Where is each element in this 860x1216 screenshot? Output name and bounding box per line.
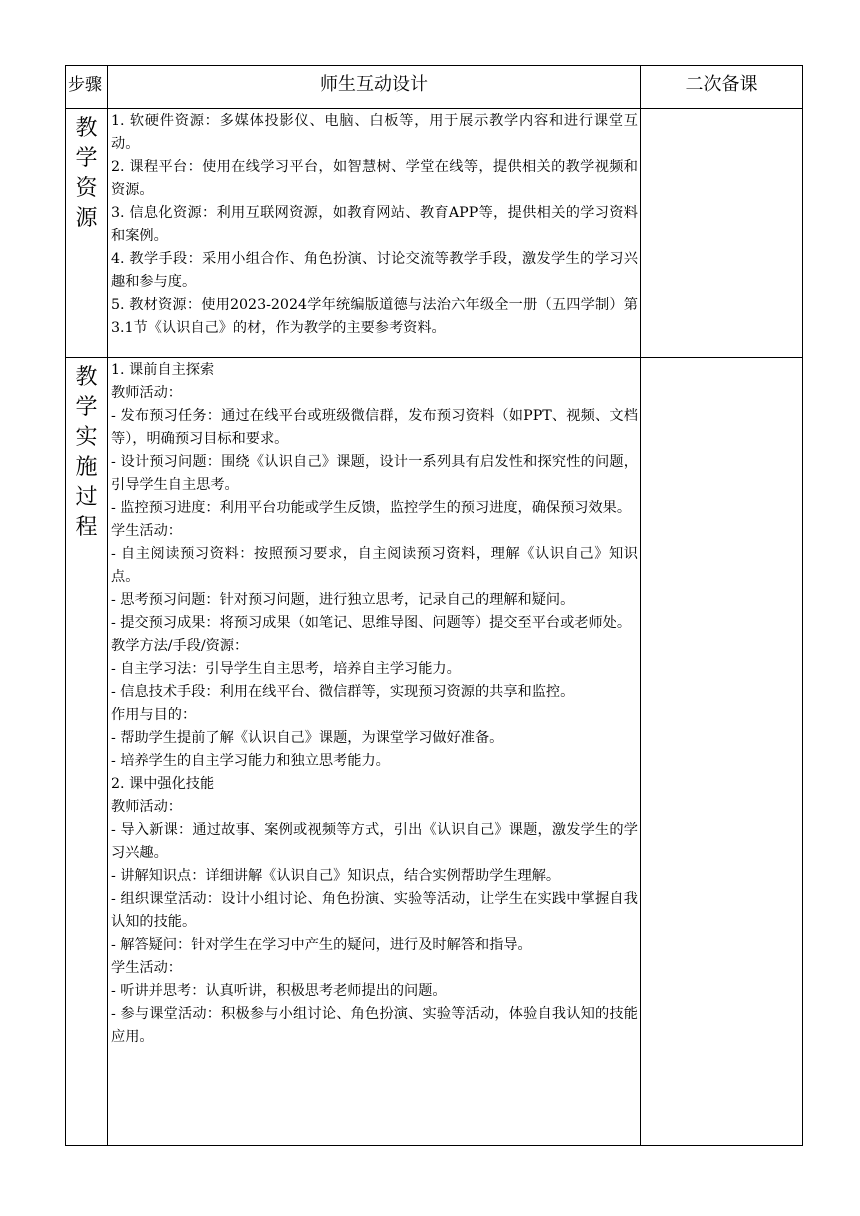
content-line: - 监控预习进度：利用平台功能或学生反馈，监控学生的预习进度，确保预习效果。 bbox=[111, 500, 632, 516]
lesson-plan-table bbox=[65, 65, 803, 1146]
header-second-prep: 二次备课 bbox=[641, 66, 803, 109]
content-line: - 帮助学生提前了解《认识自己》课题，为课堂学习做好准备。 bbox=[111, 730, 504, 746]
table-row bbox=[66, 109, 803, 358]
header-row bbox=[66, 66, 803, 109]
content-line: - 设计预习问题：围绕《认识自己》课题，设计一系列具有启发性和探究性的问题，引导学生自主思考。 bbox=[111, 454, 638, 493]
content-line: 教师活动： bbox=[111, 385, 182, 401]
content-line: 3. 信息化资源：利用互联网资源，如教育网站、教育APP等，提供相关的学习资料和案例。 bbox=[111, 205, 638, 244]
content-cell bbox=[108, 109, 641, 358]
row-label-cell bbox=[66, 358, 108, 1146]
content-cell bbox=[108, 358, 641, 1146]
content-line: - 信息技术手段：利用在线平台、微信群等，实现预习资源的共享和监控。 bbox=[111, 684, 575, 700]
content-line: 1. 课前自主探索 bbox=[111, 362, 215, 378]
row-label-process: 教学实施过程 bbox=[75, 365, 98, 540]
content-line: - 提交预习成果：将预习成果（如笔记、思维导图、问题等）提交至平台或老师处。 bbox=[111, 615, 632, 631]
content-line: 2. 课程平台：使用在线学习平台，如智慧树、学堂在线等，提供相关的教学视频和资源。 bbox=[111, 159, 638, 198]
content-line: 教学方法/手段/资源： bbox=[111, 638, 249, 654]
resources-content bbox=[108, 109, 640, 340]
content-line: 4. 教学手段：采用小组合作、角色扮演、讨论交流等教学手段，激发学生的学习兴趣和参与度。 bbox=[111, 251, 638, 290]
content-line: - 自主阅读预习资料：按照预习要求，自主阅读预习资料，理解《认识自己》知识点。 bbox=[111, 546, 638, 585]
content-line: 学生活动： bbox=[111, 523, 182, 539]
content-line: - 导入新课：通过故事、案例或视频等方式，引出《认识自己》课题，激发学生的学习兴趣。 bbox=[111, 822, 638, 861]
content-line: - 思考预习问题：针对预习问题，进行独立思考，记录自己的理解和疑问。 bbox=[111, 592, 575, 608]
content-line: - 自主学习法：引导学生自主思考，培养自主学习能力。 bbox=[111, 661, 461, 677]
content-line: 作用与目的： bbox=[111, 707, 197, 723]
content-line: 1. 软硬件资源：多媒体投影仪、电脑、白板等，用于展示教学内容和进行课堂互动。 bbox=[111, 113, 638, 152]
content-line: - 组织课堂活动：设计小组讨论、角色扮演、实验等活动，让学生在实践中掌握自我认知的技能。 bbox=[111, 891, 638, 930]
content-line: - 解答疑问：针对学生在学习中产生的疑问，进行及时解答和指导。 bbox=[111, 937, 532, 953]
content-line: - 听讲并思考：认真听讲，积极思考老师提出的问题。 bbox=[111, 983, 447, 999]
content-line: 教师活动： bbox=[111, 799, 182, 815]
content-line: - 参与课堂活动：积极参与小组讨论、角色扮演、实验等活动，体验自我认知的技能应用。 bbox=[111, 1006, 638, 1045]
content-line: 2. 课中强化技能 bbox=[111, 776, 215, 792]
second-prep-cell bbox=[641, 358, 803, 1146]
table-row bbox=[66, 358, 803, 1146]
process-content bbox=[108, 358, 640, 1049]
content-line: - 发布预习任务：通过在线平台或班级微信群，发布预习资料（如PPT、视频、文档等），明确预习目标和要求。 bbox=[111, 408, 638, 447]
content-line: 学生活动： bbox=[111, 960, 182, 976]
header-step: 步骤 bbox=[66, 66, 108, 109]
header-design: 师生互动设计 bbox=[108, 66, 641, 109]
row-label-cell bbox=[66, 109, 108, 358]
content-line: - 讲解知识点：详细讲解《认识自己》知识点，结合实例帮助学生理解。 bbox=[111, 868, 561, 884]
second-prep-cell bbox=[641, 109, 803, 358]
content-line: 5. 教材资源：使用2023-2024学年统编版道德与法治六年级全一册（五四学制）第3.1节《认识自己》的材，作为教学的主要参考资料。 bbox=[111, 297, 638, 336]
row-label-resources: 教学资源 bbox=[75, 116, 98, 231]
content-line: - 培养学生的自主学习能力和独立思考能力。 bbox=[111, 753, 390, 769]
